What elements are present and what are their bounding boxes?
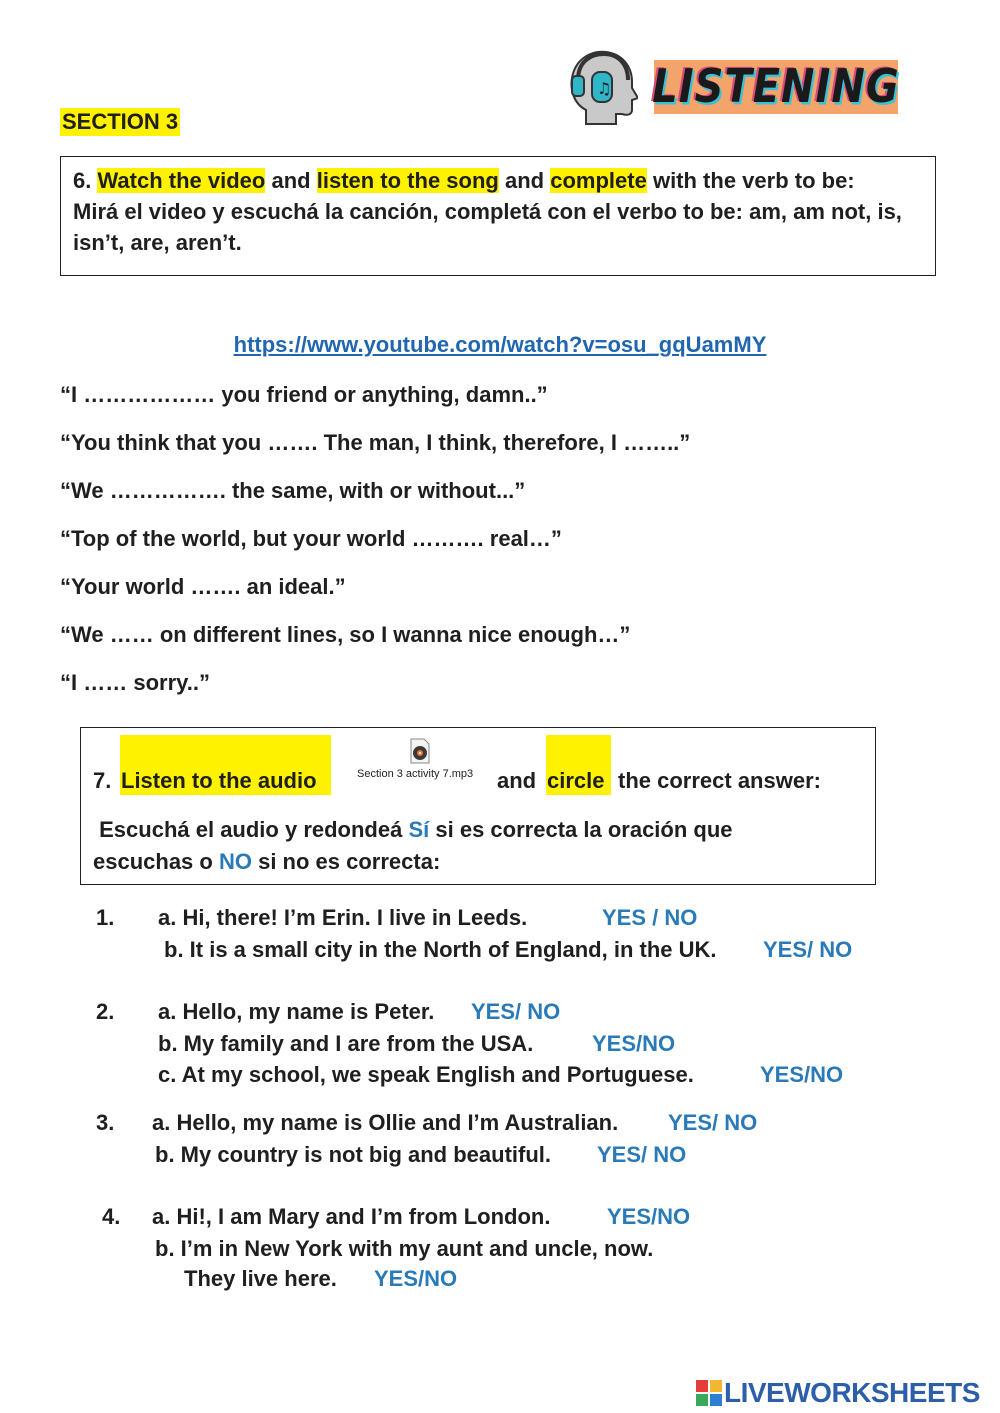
question-statement: b. It is a small city in the North of England, in the UK. bbox=[164, 937, 717, 962]
section-title: SECTION 3 bbox=[62, 109, 179, 134]
question-number: 3. bbox=[96, 1110, 115, 1135]
answer-choice[interactable]: YES/NO bbox=[592, 1031, 676, 1056]
liveworksheets-watermark bbox=[696, 1374, 980, 1412]
audio-file-name[interactable]: Section 3 activity 7.mp3 bbox=[357, 768, 474, 780]
connector-and: and bbox=[504, 168, 545, 193]
head-headphones-icon bbox=[566, 44, 638, 130]
spanish-part: si no es correcta: bbox=[258, 849, 441, 874]
highlight-circle: circle bbox=[547, 768, 605, 793]
highlight-complete: complete bbox=[550, 168, 647, 193]
connector-and: and bbox=[271, 168, 311, 193]
answer-choice[interactable]: YES/ NO bbox=[763, 937, 853, 962]
question-statement: c. At my school, we speak English and Portuguese. bbox=[158, 1062, 694, 1087]
highlight-watch-video: Watch the video bbox=[97, 168, 266, 193]
lyric-line: “Your world ……. an ideal.” bbox=[60, 574, 346, 599]
watermark-text: LIVEWORKSHEETS bbox=[724, 1377, 980, 1408]
no-word: NO bbox=[218, 849, 252, 874]
answer-choice[interactable]: YES/ NO bbox=[597, 1142, 687, 1167]
spanish-part: escuchas o bbox=[93, 849, 213, 874]
question-statement: b. My family and I are from the USA. bbox=[158, 1031, 534, 1056]
lyric-line: “We …… on different lines, so I wanna nice enough…” bbox=[60, 622, 631, 647]
answer-choice[interactable]: YES/NO bbox=[760, 1062, 844, 1087]
question-statement: b. I’m in New York with my aunt and uncle, now. bbox=[155, 1236, 654, 1261]
lyric-line: “We ……………. the same, with or without...” bbox=[60, 478, 526, 503]
audio-file-icon[interactable] bbox=[409, 738, 431, 764]
exercise-7-instructions bbox=[80, 727, 876, 885]
question-statement: a. Hi!, I am Mary and I’m from London. bbox=[152, 1204, 551, 1229]
instruction-spanish: Mirá el video y escuchá la canción, completá con el verbo to be: am, am not, is, isn’t, are, aren’t. bbox=[73, 199, 902, 255]
answer-choice[interactable]: YES/NO bbox=[607, 1204, 691, 1229]
youtube-link[interactable]: https://www.youtube.com/watch?v=osu_gqUamMY bbox=[233, 332, 767, 357]
answer-choice[interactable]: YES / NO bbox=[602, 905, 698, 930]
highlight-listen-song: listen to the song bbox=[316, 168, 499, 193]
exercise-6-instructions bbox=[60, 156, 936, 276]
lyric-line: “I ……………… you friend or anything, damn..” bbox=[60, 382, 548, 407]
connector-and: and bbox=[497, 768, 537, 793]
listening-title: LISTENING bbox=[652, 60, 900, 114]
si-word: Sí bbox=[408, 817, 430, 842]
answer-choice[interactable]: YES/ NO bbox=[668, 1110, 758, 1135]
instruction-rest: with the verb to be: bbox=[652, 168, 855, 193]
highlight-listen-audio: Listen to the audio bbox=[121, 768, 317, 793]
exercise-7-number: 7. bbox=[93, 768, 112, 793]
answer-choice[interactable]: YES/ NO bbox=[471, 999, 561, 1024]
answer-choice[interactable]: YES/NO bbox=[374, 1266, 458, 1291]
question-statement: a. Hello, my name is Peter. bbox=[158, 999, 435, 1024]
lyric-line: “You think that you ……. The man, I think, therefore, I ……..” bbox=[60, 430, 691, 455]
question-number: 2. bbox=[96, 999, 115, 1024]
lyric-line: “I …… sorry..” bbox=[60, 670, 210, 695]
question-number: 4. bbox=[102, 1204, 121, 1229]
exercise-6-number: 6. bbox=[73, 168, 92, 193]
question-number: 1. bbox=[96, 905, 115, 930]
question-statement: a. Hello, my name is Ollie and I’m Australian. bbox=[152, 1110, 619, 1135]
liveworksheets-logo-icon bbox=[696, 1380, 722, 1406]
spanish-part: Escuchá el audio y redondeá bbox=[99, 817, 403, 842]
question-statement: b. My country is not big and beautiful. bbox=[155, 1142, 551, 1167]
lyric-line: “Top of the world, but your world ………. real…” bbox=[60, 526, 562, 551]
listening-badge bbox=[654, 60, 898, 114]
instruction-spanish bbox=[93, 814, 863, 878]
spanish-part: si es correcta la oración que bbox=[435, 817, 733, 842]
question-statement: They live here. bbox=[184, 1266, 337, 1291]
instruction-rest: the correct answer: bbox=[618, 768, 821, 793]
svg-text:♫: ♫ bbox=[597, 79, 612, 98]
question-statement: a. Hi, there! I’m Erin. I live in Leeds. bbox=[158, 905, 528, 930]
